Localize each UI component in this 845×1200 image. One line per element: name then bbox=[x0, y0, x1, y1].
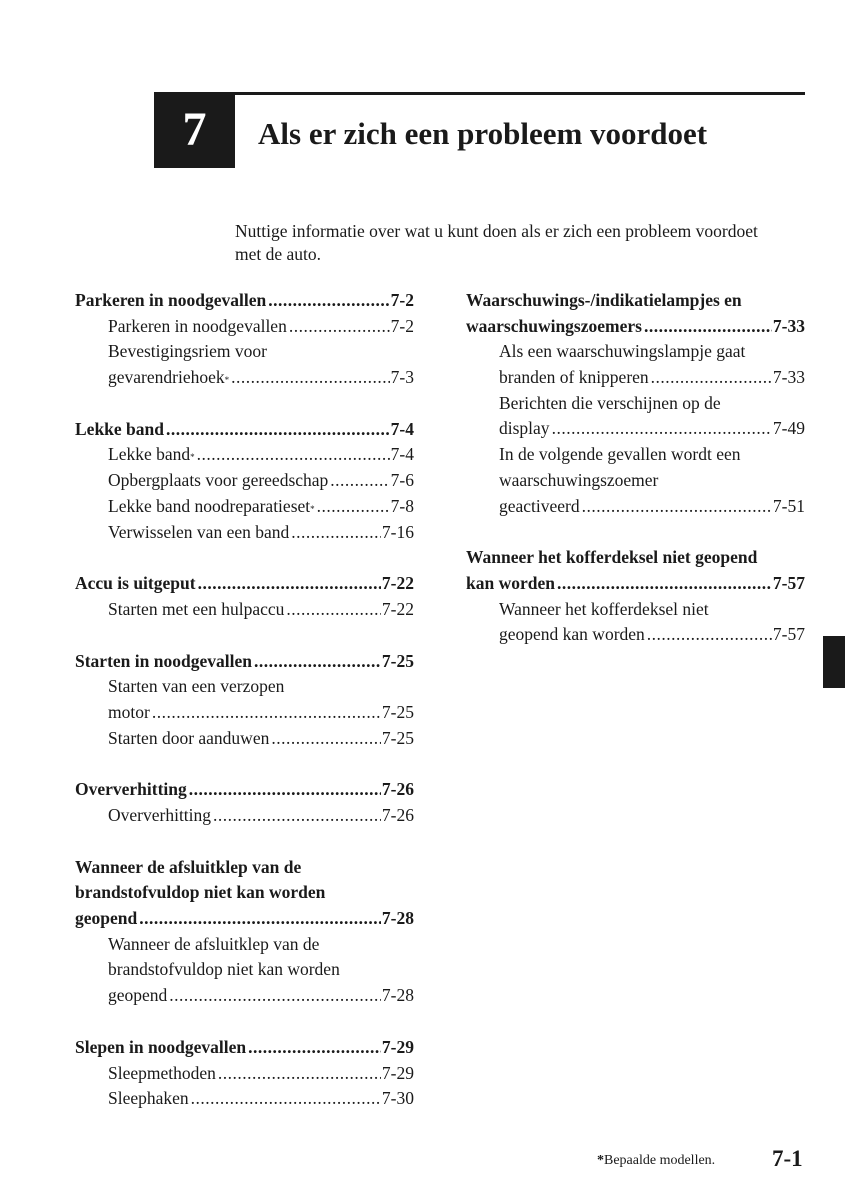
toc-entry-text: Starten door aanduwen bbox=[108, 727, 270, 748]
dot-leader bbox=[218, 1061, 381, 1087]
toc-entry-text: Lekke band noodreparatieset bbox=[108, 495, 311, 516]
toc-entry-text: geopend bbox=[108, 985, 168, 1006]
chapter-number: 7 bbox=[182, 103, 207, 156]
chapter-header-rule bbox=[235, 92, 805, 95]
toc-entry-line[interactable] bbox=[466, 494, 805, 520]
toc-entry-line[interactable] bbox=[75, 983, 414, 1009]
dot-leader bbox=[189, 777, 381, 803]
toc-entry-text: motor bbox=[108, 701, 150, 722]
toc-entry-text: waarschuwingszoemer bbox=[499, 469, 659, 490]
toc-heading-line[interactable] bbox=[466, 571, 805, 597]
toc-entry-line[interactable] bbox=[75, 597, 414, 623]
toc-page-number: 7-51 bbox=[772, 495, 805, 516]
toc-entry-line[interactable]: Lekke band noodreparatieset * ..... 7-8 bbox=[75, 494, 414, 520]
toc-page-number: 7-30 bbox=[381, 1088, 414, 1109]
toc-page-number: 7-57 bbox=[772, 572, 805, 593]
toc-entry-text: Berichten die verschijnen op de bbox=[499, 392, 721, 413]
toc-heading-line[interactable] bbox=[75, 777, 414, 803]
toc-entry-text: Starten met een hulpaccu bbox=[108, 598, 285, 619]
dot-leader bbox=[248, 1035, 381, 1061]
toc-heading-line bbox=[75, 855, 414, 881]
toc-page-number: 7-29 bbox=[381, 1062, 414, 1083]
toc-entry-line[interactable] bbox=[75, 803, 414, 829]
toc-entry-text: Als een waarschuwingslampje gaat bbox=[499, 341, 746, 362]
footnote bbox=[597, 1152, 715, 1170]
dot-leader bbox=[271, 726, 381, 752]
toc-heading-text: Waarschuwings-/indikatielampjes en bbox=[466, 290, 742, 310]
toc-page-number: 7-2 bbox=[390, 315, 414, 336]
toc-entry-text: In de volgende gevallen wordt een bbox=[499, 444, 741, 465]
toc-entry-line[interactable] bbox=[75, 468, 414, 494]
toc-entry-text: display bbox=[499, 418, 550, 439]
toc-entry-line bbox=[75, 957, 414, 983]
toc-section bbox=[75, 649, 414, 752]
toc-heading-text: Wanneer de afsluitklep van de bbox=[75, 856, 302, 877]
toc-entry-text: brandstofvuldop niet kan worden bbox=[108, 959, 340, 980]
page-number: 7-1 bbox=[772, 1146, 803, 1171]
toc-heading-text: Oververhitting bbox=[75, 779, 187, 800]
toc-entry-line bbox=[75, 932, 414, 958]
dot-leader bbox=[191, 1086, 381, 1112]
toc-entry-line bbox=[466, 442, 805, 468]
toc-entry-text: Verwisselen van een band bbox=[108, 521, 290, 542]
toc-section bbox=[466, 288, 805, 519]
toc-heading-line[interactable] bbox=[75, 1035, 414, 1061]
chapter-intro: Nuttige informatie over wat u kunt doen als er zich een probleem voordoet met de auto. bbox=[235, 221, 758, 264]
toc-entry-text: Starten van een verzopen bbox=[108, 676, 285, 697]
toc-entry-line[interactable] bbox=[466, 622, 805, 648]
toc-entry-line bbox=[466, 597, 805, 623]
toc-page-number: 7-6 bbox=[390, 470, 414, 491]
toc-entry-line[interactable] bbox=[75, 314, 414, 340]
toc-entry-text: Lekke band bbox=[108, 444, 191, 465]
toc-heading-text: Wanneer het kofferdeksel niet geopend bbox=[466, 547, 758, 568]
dot-leader bbox=[231, 365, 390, 391]
toc-heading-text: Slepen in noodgevallen bbox=[75, 1036, 247, 1057]
dot-leader bbox=[213, 803, 381, 829]
toc-entry-text: geactiveerd bbox=[499, 495, 580, 516]
toc-entry-line[interactable] bbox=[75, 726, 414, 752]
toc-entry-text: Wanneer het kofferdeksel niet bbox=[499, 598, 709, 619]
toc-page-number: 7-29 bbox=[381, 1036, 414, 1057]
toc-page-number: 7-26 bbox=[381, 805, 414, 825]
dot-leader bbox=[169, 983, 381, 1009]
dot-leader bbox=[647, 622, 772, 648]
toc-heading-line bbox=[466, 545, 805, 571]
toc-section bbox=[75, 417, 414, 545]
toc-heading-text: kan worden bbox=[466, 572, 555, 593]
toc-entry-line bbox=[466, 339, 805, 365]
dot-leader bbox=[197, 442, 390, 468]
toc-section bbox=[75, 571, 414, 622]
toc-heading-line[interactable] bbox=[75, 417, 414, 443]
toc-entry-text: Wanneer de afsluitklep van de bbox=[108, 933, 320, 954]
toc-entry-text: Opbergplaats voor gereedschap bbox=[108, 470, 329, 491]
toc-page-number: 7-28 bbox=[381, 985, 414, 1006]
dot-leader bbox=[268, 288, 389, 314]
toc-page-number: 7-25 bbox=[381, 701, 414, 722]
toc-heading-text: Parkeren in noodgevallen bbox=[75, 290, 267, 310]
toc-heading-line[interactable] bbox=[75, 906, 414, 932]
toc-page-number: 7-8 bbox=[390, 495, 414, 516]
dot-leader bbox=[582, 494, 772, 520]
toc-page-number: 7-28 bbox=[381, 908, 414, 929]
toc-heading-text: brandstofvuldop niet kan worden bbox=[75, 882, 326, 903]
toc-section bbox=[75, 777, 414, 828]
dot-leader bbox=[291, 520, 381, 546]
toc-page-number: 7-25 bbox=[381, 727, 414, 748]
dot-leader bbox=[289, 314, 390, 340]
dot-leader bbox=[644, 314, 772, 340]
chapter-number-box bbox=[154, 92, 235, 168]
toc-entry-line[interactable] bbox=[75, 1086, 414, 1112]
toc-page-number: 7-33 bbox=[772, 367, 805, 388]
toc-entry-line[interactable] bbox=[75, 520, 414, 546]
toc-page-number: 7-22 bbox=[381, 598, 414, 619]
toc-heading-text: Starten in noodgevallen bbox=[75, 650, 252, 671]
dot-leader bbox=[317, 494, 390, 520]
toc-section bbox=[75, 1035, 414, 1112]
footnote-text: Bepaalde modellen. bbox=[604, 1153, 716, 1168]
toc-page-number: 7-57 bbox=[772, 624, 805, 645]
toc-entry-line[interactable] bbox=[466, 365, 805, 391]
toc-heading-text: Lekke band bbox=[75, 418, 164, 439]
dot-leader bbox=[330, 468, 389, 494]
toc-page-number: 7-16 bbox=[381, 521, 414, 542]
toc-entry-text: Sleepmethoden bbox=[108, 1062, 216, 1083]
toc-heading-line bbox=[466, 288, 805, 314]
toc-entry-line[interactable] bbox=[466, 416, 805, 442]
toc-entry-line[interactable]: Lekke band * ..... 7-4 bbox=[75, 442, 414, 468]
dot-leader bbox=[552, 416, 772, 442]
toc-page-number: 7-49 bbox=[772, 418, 805, 439]
toc-page-number: 7-2 bbox=[390, 290, 414, 310]
dot-leader bbox=[557, 571, 772, 597]
toc-entry-text: Oververhitting bbox=[108, 805, 212, 825]
chapter-side-tab bbox=[823, 636, 845, 688]
toc-entry-text: branden of knipperen bbox=[499, 367, 649, 388]
dot-leader bbox=[286, 597, 381, 623]
toc-entry-line[interactable] bbox=[75, 700, 414, 726]
toc-section bbox=[75, 855, 414, 1009]
toc-entry-line[interactable]: gevarendriehoek * ..... 7-3 bbox=[75, 365, 414, 391]
dot-leader bbox=[198, 571, 381, 597]
toc-left-column bbox=[75, 288, 414, 1138]
toc-page-number: 7-33 bbox=[772, 315, 805, 336]
dot-leader bbox=[152, 700, 381, 726]
toc-entry-text: gevarendriehoek bbox=[108, 367, 225, 388]
chapter-title: Als er zich een probleem voordoet bbox=[258, 116, 708, 151]
toc-heading-line[interactable] bbox=[75, 288, 414, 314]
toc-heading-text: geopend bbox=[75, 908, 138, 929]
toc-section bbox=[75, 288, 414, 391]
toc-page-number: 7-4 bbox=[390, 418, 414, 439]
toc-entry-line bbox=[75, 339, 414, 365]
dot-leader bbox=[139, 906, 381, 932]
toc-page-number: 7-4 bbox=[390, 444, 414, 465]
toc-entry-line bbox=[466, 391, 805, 417]
dot-leader bbox=[166, 417, 390, 443]
toc-entry-line bbox=[75, 674, 414, 700]
footnote-mark: * bbox=[597, 1153, 604, 1168]
toc-page-number: 7-25 bbox=[381, 650, 414, 671]
toc-heading-line[interactable] bbox=[75, 649, 414, 675]
toc-page-number: 7-22 bbox=[381, 573, 414, 594]
toc-entry-line bbox=[466, 468, 805, 494]
toc-heading-text: waarschuwingszoemers bbox=[466, 315, 642, 336]
toc-heading-line bbox=[75, 880, 414, 906]
toc-heading-line[interactable] bbox=[75, 571, 414, 597]
toc-page-number: 7-26 bbox=[381, 779, 414, 800]
toc-page-number: 7-3 bbox=[390, 367, 414, 388]
toc-entry-text: Bevestigingsriem voor bbox=[108, 341, 267, 362]
toc-section bbox=[466, 545, 805, 648]
toc-entry-text: Parkeren in noodgevallen bbox=[108, 315, 287, 336]
dot-leader bbox=[651, 365, 772, 391]
toc-heading-line[interactable] bbox=[466, 314, 805, 340]
toc-entry-text: geopend kan worden bbox=[499, 624, 645, 645]
toc-heading-text: Accu is uitgeput bbox=[75, 573, 196, 594]
toc-right-column bbox=[466, 288, 805, 674]
toc-entry-line[interactable] bbox=[75, 1061, 414, 1087]
toc-entry-text: Sleephaken bbox=[108, 1088, 189, 1109]
dot-leader bbox=[254, 649, 381, 675]
